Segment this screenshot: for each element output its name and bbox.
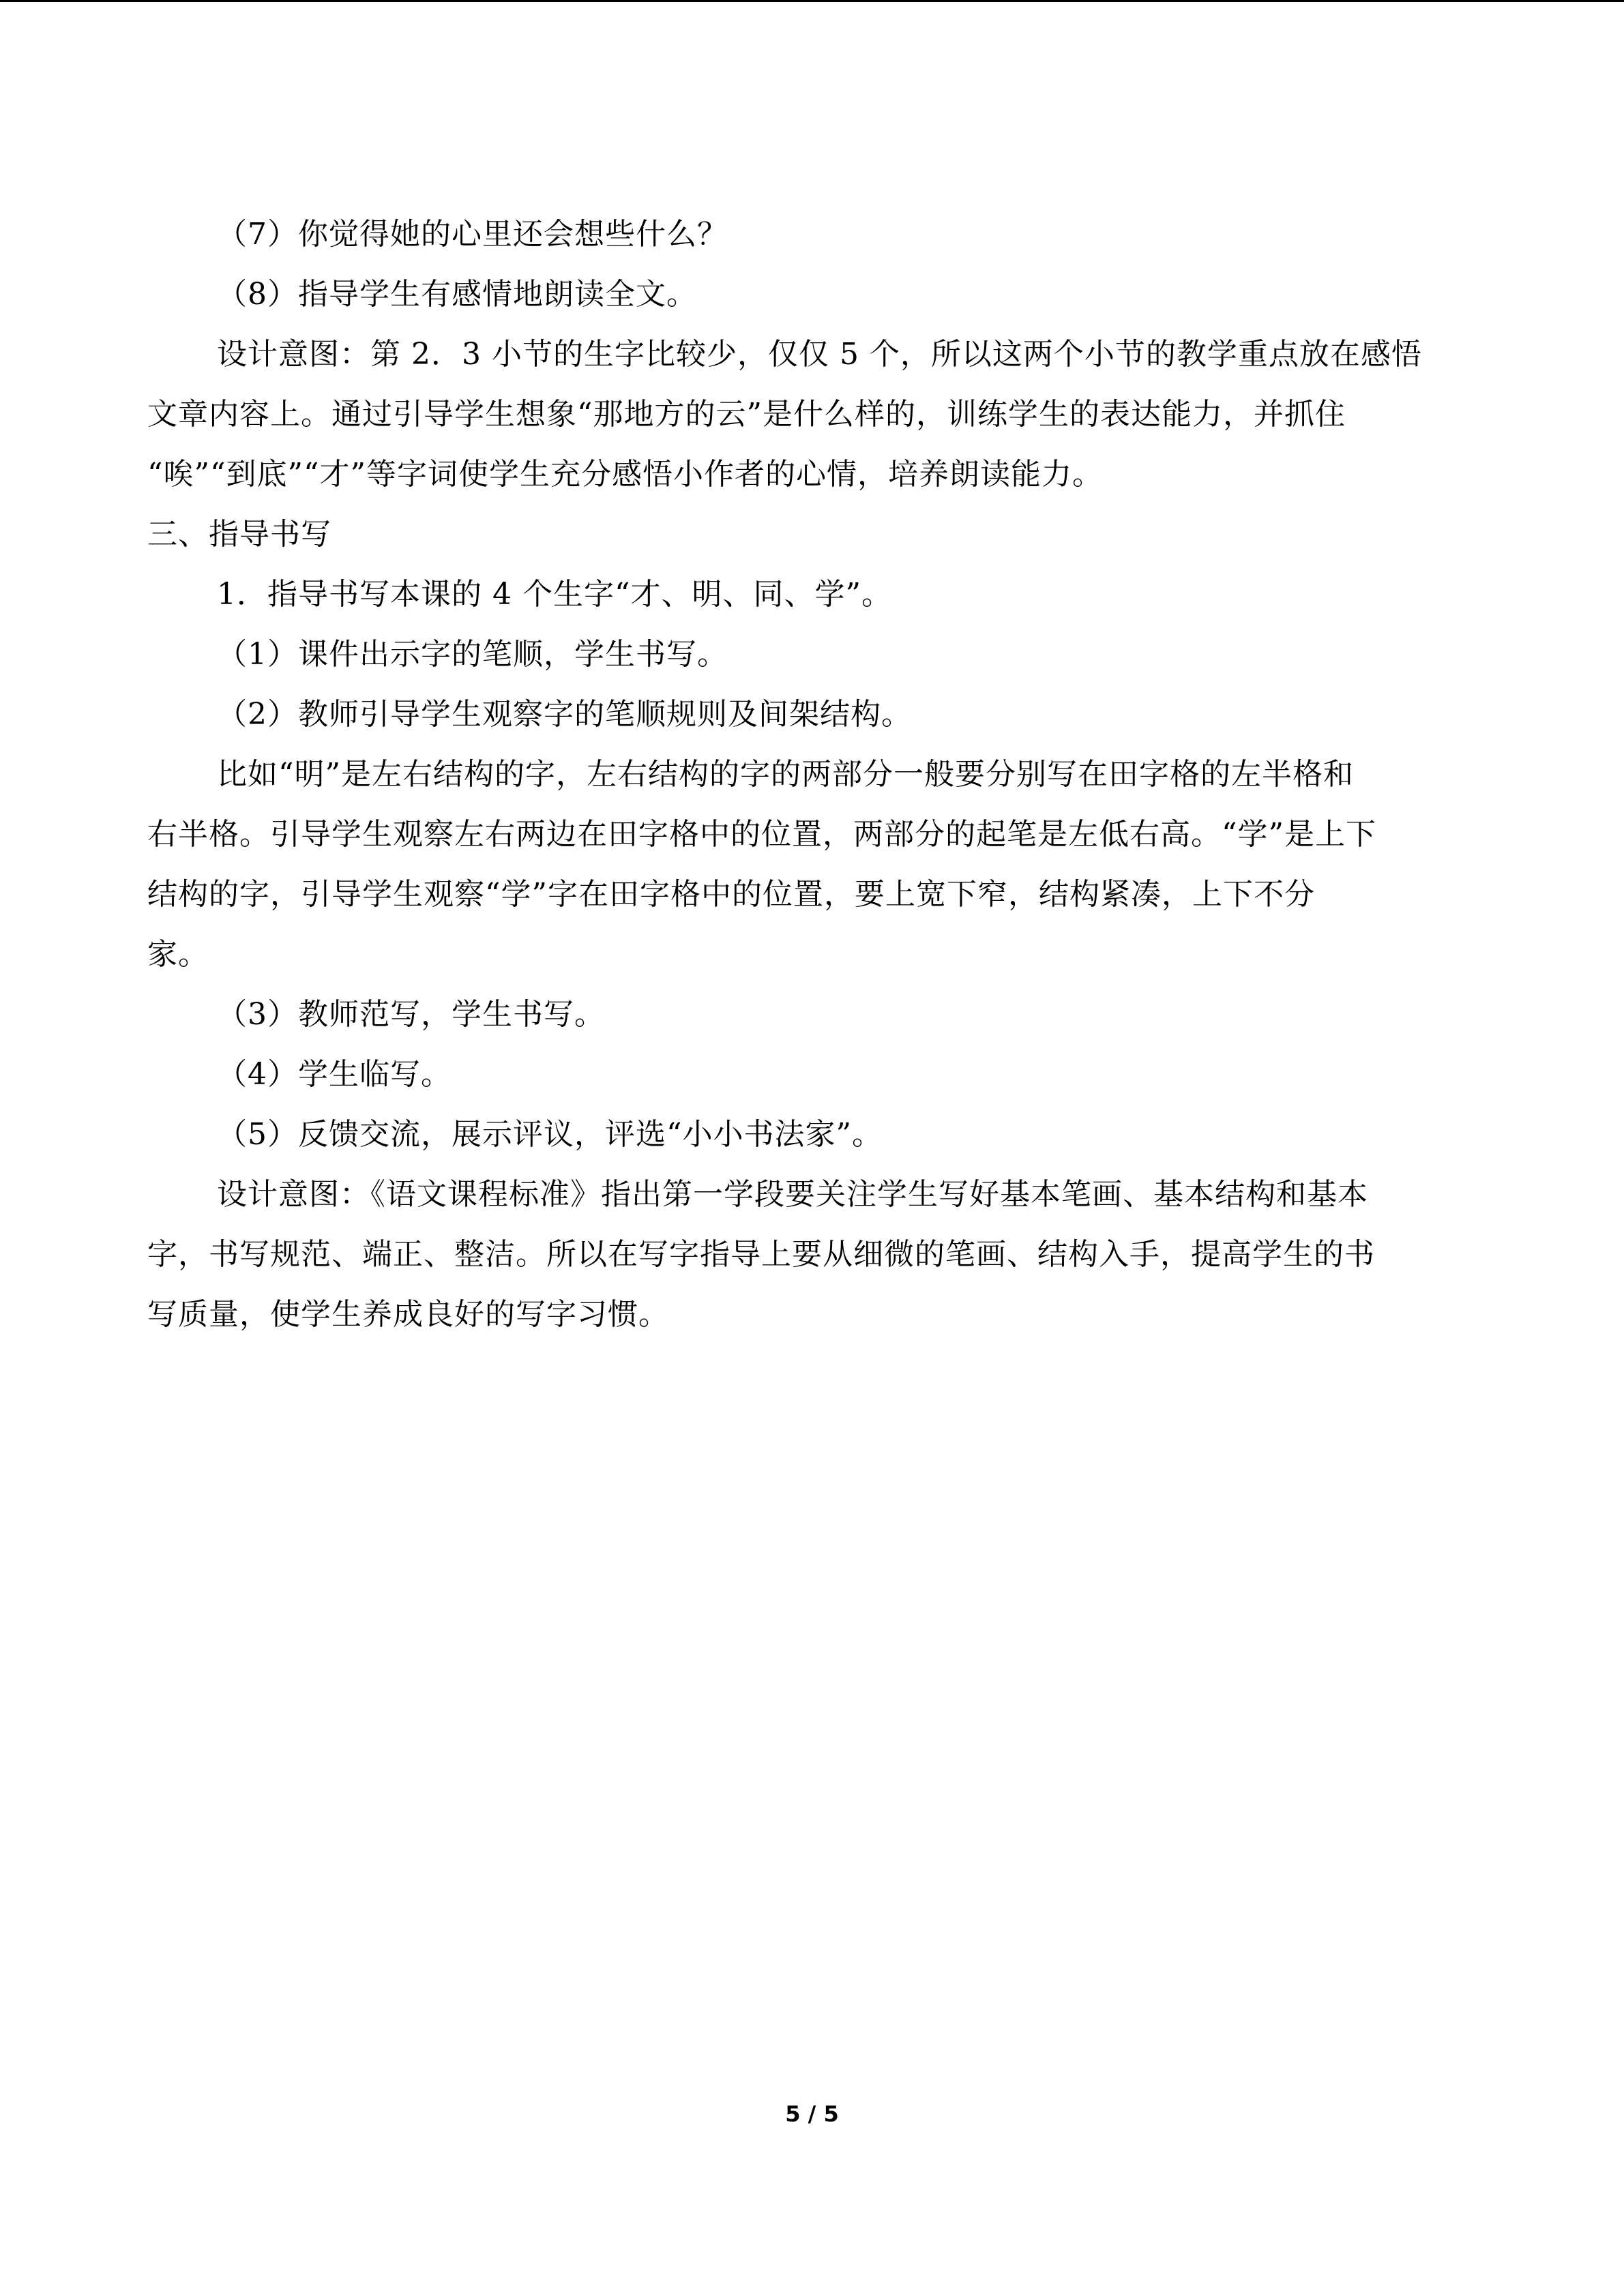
text-line: 设计意图：第 2．3 小节的生字比较少，仅仅 5 个，所以这两个小节的教学重点放在感悟 [217,337,1422,372]
text-line: （2）教师引导学生观察字的笔顺规则及间架结构。 [217,697,912,732]
text-line: “唉”“到底”“才”等字词使学生充分感悟小作者的心情，培养朗读能力。 [147,457,1103,492]
text-line: 比如“明”是左右结构的字，左右结构的字的两部分一般要分别写在田字格的左半格和 [217,757,1354,792]
text-line: （8）指导学生有感情地朗读全文。 [217,277,697,312]
text-line: 家。 [147,937,209,972]
text-line: 结构的字，引导学生观察“学”字在田字格中的位置，要上宽下窄，结构紧凑，上下不分 [147,877,1315,912]
page-number: 5 / 5 [785,2101,839,2127]
text-line: 文章内容上。通过引导学生想象“那地方的云”是什么样的，训练学生的表达能力，并抓住 [147,397,1346,432]
text-line: （4）学生临写。 [217,1057,452,1092]
text-line: 设计意图：《语文课程标准》指出第一学段要关注学生写好基本笔画、基本结构和基本 [217,1177,1368,1212]
section-heading: 三、指导书写 [147,517,331,552]
text-line: 右半格。引导学生观察左右两边在田字格中的位置，两部分的起笔是左低右高。“学”是上下 [147,817,1376,852]
text-line: 字，书写规范、端正、整洁。所以在写字指导上要从细微的笔画、结构入手，提高学生的书 [147,1237,1375,1272]
text-line: （7）你觉得她的心里还会想些什么？ [217,217,728,252]
text-line: （3）教师范写，学生书写。 [217,997,605,1032]
text-line: 写质量，使学生养成良好的写字习惯。 [147,1297,669,1332]
text-line: （5）反馈交流，展示评议，评选“小小书法家”。 [217,1117,883,1152]
text-line: （1）课件出示字的笔顺，学生书写。 [217,637,728,672]
text-line: 1．指导书写本课的 4 个生字“才、明、同、学”。 [217,577,892,612]
